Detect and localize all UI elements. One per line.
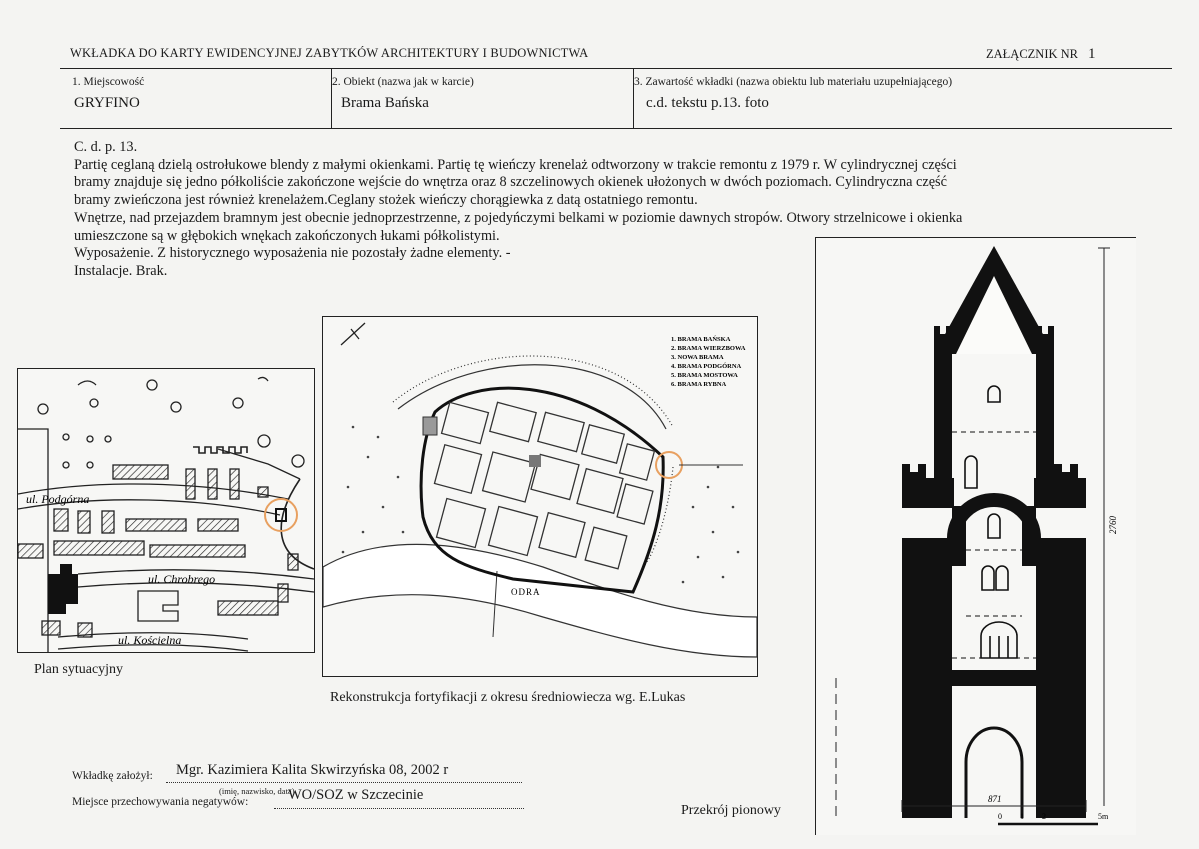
tower-section-drawing [816, 238, 1136, 835]
text-line: C. d. p. 13. [74, 139, 138, 155]
contents-value: c.d. tekstu p.13. foto [646, 95, 769, 111]
site-plan-caption: Plan sytuacyjny [34, 662, 124, 677]
author-dotted-line [166, 782, 522, 783]
author-hint: (imię, nazwisko, data) [219, 786, 295, 796]
scale-tick: 1 [1020, 812, 1024, 821]
table-top-rule [60, 68, 1172, 69]
text-line: Wnętrze, nad przejazdem bramnym jest obecnie jednoprzestrzenne, z pojedyńczymi belkami w poziomie dawnych stropów. Otwory strzelnicowe i okienka [74, 209, 963, 226]
site-plan-figure [17, 368, 315, 653]
section-caption: Przekrój pionowy [681, 803, 781, 818]
text-line: umieszczone są w głębokich wnękach zakończonych łukami półkolistymi. [74, 227, 500, 244]
text-line: bramy znajduje się jedno półkoliście zakończone wejście do wnętrza oraz 8 szczelinowych okienek ułożonych w dwóch poziomach. Cylindryczna część [74, 174, 947, 191]
text-line: bramy zwieńczona jest również krenelażem.Ceglany stożek wieńczy chorągiewka z datą ostatniego remontu. [74, 192, 698, 209]
author-value: Mgr. Kazimiera Kalita Skwirzyńska 08, 2002 r [176, 762, 449, 778]
text-line: Wyposażenie. Z historycznego wyposażenia nie pozostały żadne elementy. - [74, 245, 511, 262]
scale-tick: 2 [1042, 812, 1046, 821]
contents-label: 3. Zawartość wkładki (nazwa obiektu lub materiału uzupełniającego) [634, 76, 953, 88]
locality-value: GRYFINO [74, 95, 140, 111]
legend-entry: 4. BRAMA PODGÓRNA [671, 363, 742, 370]
attachment-number: 1 [1088, 46, 1096, 62]
width-dimension: 871 [988, 794, 1002, 804]
object-label: 2. Obiekt (nazwa jak w karcie) [332, 76, 474, 88]
legend-entry: 5. BRAMA MOSTOWA [671, 372, 738, 379]
legend-entry: 3. NOWA BRAMA [671, 354, 724, 361]
street-label-3: ul. Kościelna [118, 633, 182, 647]
legend-entry: 2. BRAMA WIERZBOWA [671, 345, 746, 352]
scale-tick: 5m [1098, 812, 1109, 821]
section-figure [815, 237, 1136, 835]
object-value: Brama Bańska [341, 95, 429, 111]
storage-value: WO/SOZ w Szczecinie [288, 787, 424, 803]
legend-entry: 6. BRAMA RYBNA [671, 381, 727, 388]
locality-label: 1. Miejscowość [72, 76, 145, 88]
fortification-caption: Rekonstrukcja fortyfikacji z okresu średniowiecza wg. E.Lukas [330, 690, 686, 705]
author-label: Wkładkę założył: [72, 770, 153, 782]
text-line: Instalacje. Brak. [74, 262, 168, 279]
scale-tick: 0 [998, 812, 1002, 821]
river-label: ODRA [511, 587, 541, 597]
attachment-label: ZAŁĄCZNIK NR [986, 47, 1079, 61]
height-dimension: 2760 [1108, 516, 1118, 534]
site-plan-drawing [18, 369, 314, 652]
table-bottom-rule [60, 128, 1172, 129]
form-title: WKŁADKA DO KARTY EWIDENCYJNEJ ZABYTKÓW ARCHITEKTURY I BUDOWNICTWA [70, 46, 589, 60]
text-line: Partię ceglaną dzielą ostrołukowe blendy z małymi okienkami. Partię tę wieńczy krenelaż odtworzony w trakcie remontu z 1979 r. W cylindrycznej części [74, 156, 957, 173]
attachment-label-group [986, 46, 1096, 63]
storage-dotted-line [274, 808, 524, 809]
legend-entry: 1. BRAMA BAŃSKA [671, 336, 731, 343]
fortification-drawing [323, 317, 757, 676]
street-label-2: ul. Chrobrego [148, 572, 216, 586]
fortification-figure [322, 316, 758, 677]
storage-label: Miejsce przechowywania negatywów: [72, 796, 249, 808]
street-label-1: ul. Podgórna [26, 492, 90, 506]
